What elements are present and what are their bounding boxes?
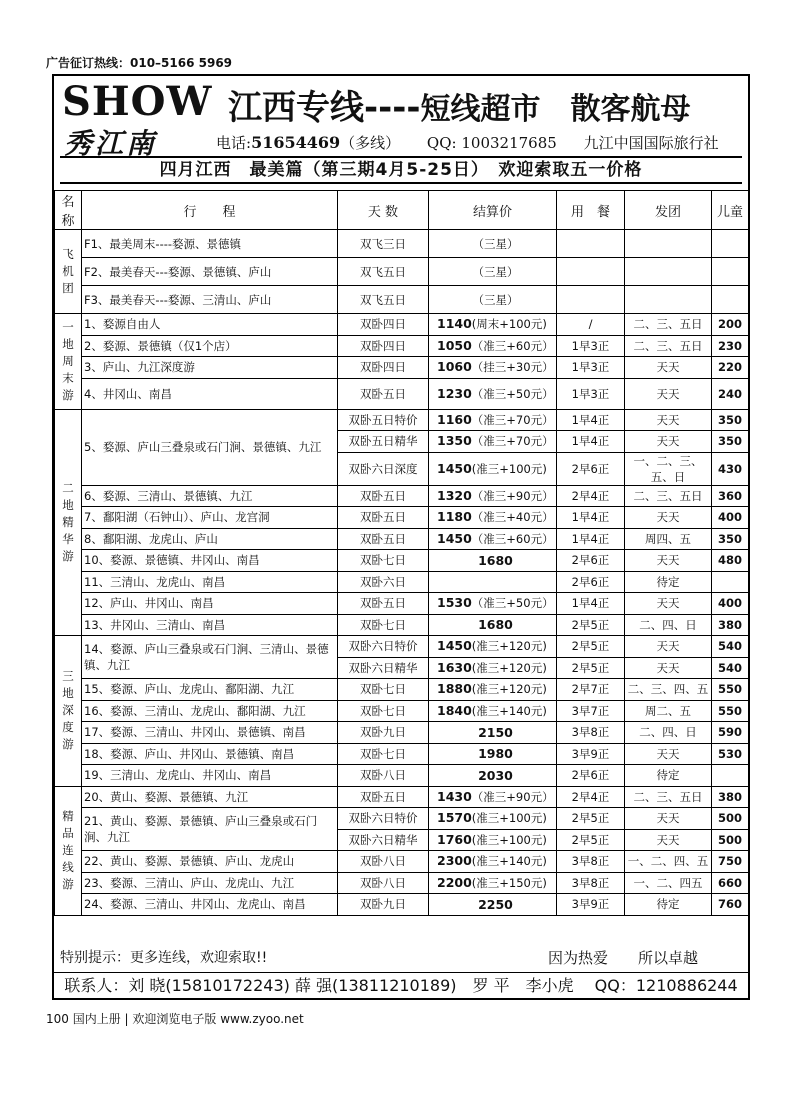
price-value: 1680 <box>478 617 513 633</box>
depart-cell: 天天 <box>625 357 712 379</box>
contact-people: 联系人：刘 晓(15810172243) 薛 强(13811210189) 罗 平 李小虎 QQ：1210886244 <box>54 972 748 999</box>
child-cell <box>712 765 749 787</box>
price-value: 1530 <box>437 595 472 611</box>
meal-cell: 2早7正 <box>557 679 625 701</box>
route-cell: 2、婺源、景德镇（仅1个店） <box>82 335 338 357</box>
route-cell: 15、婺源、庐山、龙虎山、鄱阳湖、九江 <box>82 679 338 701</box>
child-cell: 350 <box>712 431 749 453</box>
days-cell: 双卧六日特价 <box>338 636 429 658</box>
price-value: 2150 <box>478 724 513 740</box>
title-dash: ---- <box>364 88 421 128</box>
price-value: 1180 <box>437 509 472 525</box>
group-name: 精品连线游 <box>55 786 82 915</box>
route-cell: 13、井冈山、三清山、南昌 <box>82 614 338 636</box>
days-cell: 双卧八日 <box>338 765 429 787</box>
price-note: （准三+40元） <box>471 510 554 525</box>
notice-bar <box>60 946 742 970</box>
route-cell: 19、三清山、龙虎山、井冈山、南昌 <box>82 765 338 787</box>
route-cell: 10、婺源、景德镇、井冈山、南昌 <box>82 550 338 572</box>
price-note: （准三+70元） <box>471 434 554 449</box>
days-cell: 双卧五日 <box>338 593 429 615</box>
meal-cell: 1早4正 <box>557 528 625 550</box>
table-row <box>55 894 749 916</box>
table-row <box>55 286 749 314</box>
table-row <box>55 786 749 808</box>
price-cell <box>429 378 557 409</box>
price-note: （三星） <box>472 292 519 307</box>
child-cell: 200 <box>712 314 749 336</box>
price-value: 2030 <box>478 767 513 783</box>
depart-cell: 天天 <box>625 808 712 830</box>
table-row <box>55 636 749 658</box>
title-sub: 短线超市 散客航母 <box>420 92 691 127</box>
title-main: 江西专线 <box>228 88 364 128</box>
depart-cell: 二、三、五日 <box>625 485 712 507</box>
days-cell: 双卧五日 <box>338 378 429 409</box>
meal-cell: 1早3正 <box>557 357 625 379</box>
child-cell <box>712 258 749 286</box>
price-note: (准三+100元) <box>471 461 547 476</box>
price-value: 1450 <box>437 460 472 476</box>
days-cell: 双卧七日 <box>338 743 429 765</box>
route-cell: 21、黄山、婺源、景德镇、庐山三叠泉或石门涧、九江 <box>82 808 338 851</box>
route-cell: 1、婺源自由人 <box>82 314 338 336</box>
meal-cell <box>557 258 625 286</box>
phone-number: 51654469 <box>251 133 341 152</box>
days-cell: 双卧六日精华 <box>338 829 429 851</box>
table-row <box>55 851 749 873</box>
route-cell: 4、井冈山、南昌 <box>82 378 338 409</box>
table-row <box>55 743 749 765</box>
notice-text: 特别提示：更多连线，欢迎索取!! <box>60 950 268 966</box>
contact-line <box>216 132 719 153</box>
price-value: 2250 <box>478 896 513 912</box>
group-name: 飞机团 <box>55 230 82 314</box>
meal-cell: 3早9正 <box>557 894 625 916</box>
table-row <box>55 872 749 894</box>
depart-cell <box>625 258 712 286</box>
price-cell <box>429 657 557 679</box>
price-value: 1680 <box>478 552 513 568</box>
depart-cell: 天天 <box>625 431 712 453</box>
days-cell: 双卧五日 <box>338 507 429 529</box>
child-cell: 230 <box>712 335 749 357</box>
meal-cell: 2早5正 <box>557 808 625 830</box>
table-row <box>55 314 749 336</box>
days-cell: 双卧七日 <box>338 700 429 722</box>
price-value: 1570 <box>437 810 472 826</box>
price-cell <box>429 722 557 744</box>
price-value: 1450 <box>437 638 472 654</box>
price-note: （准三+50元） <box>471 386 554 401</box>
table-row <box>55 571 749 593</box>
price-cell <box>429 507 557 529</box>
days-cell: 双卧九日 <box>338 894 429 916</box>
price-value: 1760 <box>437 831 472 847</box>
price-cell <box>429 679 557 701</box>
meal-cell: 2早5正 <box>557 657 625 679</box>
price-value: 2300 <box>437 853 472 869</box>
price-cell <box>429 357 557 379</box>
days-cell: 双卧四日 <box>338 314 429 336</box>
child-cell: 480 <box>712 550 749 572</box>
days-cell: 双卧五日 <box>338 485 429 507</box>
depart-cell: 天天 <box>625 829 712 851</box>
days-cell: 双卧六日特价 <box>338 808 429 830</box>
table-header-row <box>55 191 749 230</box>
child-cell: 540 <box>712 657 749 679</box>
days-cell: 双飞五日 <box>338 286 429 314</box>
price-cell <box>429 485 557 507</box>
route-cell: F2、最美春天---婺源、景德镇、庐山 <box>82 258 338 286</box>
depart-cell: 天天 <box>625 378 712 409</box>
table-row <box>55 335 749 357</box>
group-name: 三地深度游 <box>55 636 82 787</box>
table-row <box>55 378 749 409</box>
child-cell <box>712 230 749 258</box>
table-row <box>55 593 749 615</box>
meal-cell <box>557 286 625 314</box>
depart-cell: 天天 <box>625 550 712 572</box>
route-cell: 23、婺源、三清山、庐山、龙虎山、九江 <box>82 872 338 894</box>
depart-cell: 天天 <box>625 657 712 679</box>
child-cell: 530 <box>712 743 749 765</box>
price-cell <box>429 593 557 615</box>
price-value: 1060 <box>437 359 472 375</box>
table-row <box>55 808 749 830</box>
banner: 四月江西 最美篇（第三期4月5-25日） 欢迎索取五一价格 <box>60 156 742 184</box>
child-cell: 380 <box>712 614 749 636</box>
price-note: (准三+150元) <box>471 875 547 890</box>
logo-cn: 秀江南 <box>64 127 158 160</box>
price-value: 1980 <box>478 746 513 762</box>
meal-cell: / <box>557 314 625 336</box>
price-value: 1350 <box>437 433 472 449</box>
price-cell <box>429 550 557 572</box>
page-footer: 100 国内上册 | 欢迎浏览电子版 www.zyoo.net <box>46 1012 304 1026</box>
meal-cell: 3早7正 <box>557 700 625 722</box>
depart-cell: 天天 <box>625 409 712 431</box>
route-cell: F1、最美周末----婺源、景德镇 <box>82 230 338 258</box>
child-cell: 400 <box>712 593 749 615</box>
meal-cell: 3早9正 <box>557 743 625 765</box>
meal-cell: 1早4正 <box>557 507 625 529</box>
price-cell <box>429 431 557 453</box>
depart-cell: 天天 <box>625 743 712 765</box>
col-header-meal: 用 餐 <box>557 191 625 230</box>
depart-cell: 待定 <box>625 765 712 787</box>
price-note: （三星） <box>472 236 519 251</box>
route-cell: 22、黄山、婺源、景德镇、庐山、龙虎山 <box>82 851 338 873</box>
price-note: （挂三+30元） <box>471 360 554 375</box>
phone-note: （多线） <box>340 134 401 152</box>
price-note: （准三+60元） <box>471 531 554 546</box>
meal-cell: 2早6正 <box>557 765 625 787</box>
price-note: (准三+100元) <box>471 811 547 826</box>
price-note: （准三+90元） <box>471 789 554 804</box>
route-cell: 16、婺源、三清山、龙虎山、鄱阳湖、九江 <box>82 700 338 722</box>
price-note: (准三+140元) <box>471 703 547 718</box>
route-cell: 11、三清山、龙虎山、南昌 <box>82 571 338 593</box>
child-cell: 590 <box>712 722 749 744</box>
price-cell <box>429 452 557 485</box>
page-title <box>228 80 690 129</box>
depart-cell: 二、三、五日 <box>625 335 712 357</box>
col-header-depart: 发团 <box>625 191 712 230</box>
depart-cell: 天天 <box>625 507 712 529</box>
depart-cell: 待定 <box>625 571 712 593</box>
slogan: 因为热爱 所以卓越 <box>548 949 699 967</box>
meal-cell: 3早8正 <box>557 722 625 744</box>
days-cell: 双卧四日 <box>338 357 429 379</box>
col-header-days: 天 数 <box>338 191 429 230</box>
price-note: （准三+50元） <box>471 596 554 611</box>
child-cell: 540 <box>712 636 749 658</box>
days-cell: 双卧五日特价 <box>338 409 429 431</box>
route-cell: 17、婺源、三清山、井冈山、景德镇、南昌 <box>82 722 338 744</box>
child-cell: 240 <box>712 378 749 409</box>
price-note: (周末+100元) <box>471 317 547 332</box>
depart-cell: 一、二、四五 <box>625 872 712 894</box>
depart-cell: 待定 <box>625 894 712 916</box>
group-name: 一地周末游 <box>55 314 82 410</box>
price-cell <box>429 528 557 550</box>
route-cell: 24、婺源、三清山、井冈山、龙虎山、南昌 <box>82 894 338 916</box>
meal-cell: 2早6正 <box>557 550 625 572</box>
price-value: 1050 <box>437 337 472 353</box>
price-note: （准三+60元） <box>471 338 554 353</box>
depart-cell: 周二、五 <box>625 700 712 722</box>
meal-cell: 1早4正 <box>557 409 625 431</box>
route-cell: 6、婺源、三清山、景德镇、九江 <box>82 485 338 507</box>
route-cell: 12、庐山、井冈山、南昌 <box>82 593 338 615</box>
table-body <box>55 230 749 916</box>
child-cell: 430 <box>712 452 749 485</box>
price-value: 1880 <box>437 681 472 697</box>
child-cell: 360 <box>712 485 749 507</box>
table-row <box>55 528 749 550</box>
table-row <box>55 765 749 787</box>
meal-cell: 1早3正 <box>557 378 625 409</box>
group-name: 二地精华游 <box>55 409 82 636</box>
price-cell <box>429 636 557 658</box>
depart-cell: 二、四、日 <box>625 722 712 744</box>
price-value: 1160 <box>437 411 472 427</box>
ad-hotline: 广告征订热线：010–5166 5969 <box>46 56 233 70</box>
meal-cell: 2早6正 <box>557 452 625 485</box>
depart-cell: 天天 <box>625 593 712 615</box>
table-row <box>55 409 749 431</box>
days-cell: 双卧六日深度 <box>338 452 429 485</box>
price-cell <box>429 765 557 787</box>
price-cell <box>429 700 557 722</box>
price-note: （准三+90元） <box>471 488 554 503</box>
price-cell <box>429 743 557 765</box>
child-cell: 380 <box>712 786 749 808</box>
child-cell <box>712 571 749 593</box>
meal-cell: 2早6正 <box>557 571 625 593</box>
days-cell: 双卧九日 <box>338 722 429 744</box>
days-cell: 双卧四日 <box>338 335 429 357</box>
meal-cell: 3早8正 <box>557 851 625 873</box>
meal-cell: 1早4正 <box>557 431 625 453</box>
child-cell: 350 <box>712 409 749 431</box>
price-note: (准三+120元) <box>471 682 547 697</box>
route-cell: F3、最美春天---婺源、三清山、庐山 <box>82 286 338 314</box>
meal-cell: 2早4正 <box>557 786 625 808</box>
price-cell <box>429 230 557 258</box>
qq-label: QQ: <box>426 134 457 152</box>
route-cell: 3、庐山、九江深度游 <box>82 357 338 379</box>
days-cell: 双卧七日 <box>338 614 429 636</box>
days-cell: 双飞三日 <box>338 230 429 258</box>
meal-cell: 3早8正 <box>557 872 625 894</box>
price-cell <box>429 409 557 431</box>
table-row <box>55 700 749 722</box>
meal-cell <box>557 230 625 258</box>
depart-cell <box>625 230 712 258</box>
meal-cell: 2早5正 <box>557 829 625 851</box>
phone-label: 电话: <box>216 134 252 152</box>
col-header-name: 名称 <box>55 191 82 230</box>
price-cell <box>429 851 557 873</box>
days-cell: 双卧七日 <box>338 679 429 701</box>
qq-number: 1003217685 <box>461 134 557 152</box>
days-cell: 双卧七日 <box>338 550 429 572</box>
price-cell <box>429 258 557 286</box>
price-cell <box>429 829 557 851</box>
table-row <box>55 614 749 636</box>
price-value: 1140 <box>437 316 472 332</box>
depart-cell: 二、四、日 <box>625 614 712 636</box>
route-cell: 20、黄山、婺源、景德镇、九江 <box>82 786 338 808</box>
depart-cell: 一、二、四、五 <box>625 851 712 873</box>
price-note: (准三+100元) <box>471 832 547 847</box>
table-row <box>55 722 749 744</box>
price-note: （准三+70元） <box>471 412 554 427</box>
depart-cell: 二、三、五日 <box>625 314 712 336</box>
price-cell <box>429 335 557 357</box>
meal-cell: 2早4正 <box>557 485 625 507</box>
table-row <box>55 679 749 701</box>
depart-cell: 周四、五 <box>625 528 712 550</box>
price-cell <box>429 614 557 636</box>
child-cell: 400 <box>712 507 749 529</box>
agency-name: 九江中国国际旅行社 <box>583 134 719 152</box>
meal-cell: 1早3正 <box>557 335 625 357</box>
days-cell: 双卧八日 <box>338 851 429 873</box>
price-cell <box>429 894 557 916</box>
meal-cell: 1早4正 <box>557 593 625 615</box>
price-value: 1320 <box>437 487 472 503</box>
table-row <box>55 230 749 258</box>
days-cell: 双卧八日 <box>338 872 429 894</box>
col-header-route: 行 程 <box>82 191 338 230</box>
depart-cell: 二、三、四、五 <box>625 679 712 701</box>
depart-cell: 天天 <box>625 636 712 658</box>
price-note: (准三+140元) <box>471 854 547 869</box>
child-cell: 750 <box>712 851 749 873</box>
child-cell: 500 <box>712 808 749 830</box>
child-cell: 550 <box>712 700 749 722</box>
price-cell <box>429 808 557 830</box>
child-cell: 220 <box>712 357 749 379</box>
route-cell: 5、婺源、庐山三叠泉或石门涧、景德镇、九江 <box>82 409 338 485</box>
price-cell <box>429 286 557 314</box>
child-cell <box>712 286 749 314</box>
logo-en: SHOW <box>62 78 213 125</box>
meal-cell: 2早5正 <box>557 636 625 658</box>
price-cell <box>429 872 557 894</box>
price-note: （三星） <box>472 264 519 279</box>
table-row <box>55 485 749 507</box>
child-cell: 760 <box>712 894 749 916</box>
route-cell: 8、鄱阳湖、龙虎山、庐山 <box>82 528 338 550</box>
child-cell: 660 <box>712 872 749 894</box>
col-header-price: 结算价 <box>429 191 557 230</box>
table-row <box>55 550 749 572</box>
price-cell <box>429 786 557 808</box>
days-cell: 双卧六日 <box>338 571 429 593</box>
table-row <box>55 258 749 286</box>
days-cell: 双卧五日精华 <box>338 431 429 453</box>
col-header-child: 儿童 <box>712 191 749 230</box>
depart-cell: 一、二、三、五、日 <box>625 452 712 485</box>
days-cell: 双卧六日精华 <box>338 657 429 679</box>
meal-cell: 2早5正 <box>557 614 625 636</box>
price-value: 1230 <box>437 385 472 401</box>
price-value: 2200 <box>437 874 472 890</box>
price-value: 1450 <box>437 530 472 546</box>
days-cell: 双卧五日 <box>338 528 429 550</box>
route-cell: 18、婺源、庐山、井冈山、景德镇、南昌 <box>82 743 338 765</box>
child-cell: 550 <box>712 679 749 701</box>
route-cell: 7、鄱阳湖（石钟山）、庐山、龙宫洞 <box>82 507 338 529</box>
table-row <box>55 357 749 379</box>
depart-cell: 二、三、五日 <box>625 786 712 808</box>
price-cell <box>429 571 557 593</box>
days-cell: 双卧五日 <box>338 786 429 808</box>
price-value: 1430 <box>437 788 472 804</box>
days-cell: 双飞五日 <box>338 258 429 286</box>
price-cell <box>429 314 557 336</box>
price-value: 1840 <box>437 702 472 718</box>
table-row <box>55 507 749 529</box>
price-note: (准三+120元) <box>471 660 547 675</box>
child-cell: 500 <box>712 829 749 851</box>
price-value: 1630 <box>437 659 472 675</box>
depart-cell <box>625 286 712 314</box>
price-note: (准三+120元) <box>471 639 547 654</box>
child-cell: 350 <box>712 528 749 550</box>
price-table <box>54 190 749 916</box>
route-cell: 14、婺源、庐山三叠泉或石门涧、三清山、景德镇、九江 <box>82 636 338 679</box>
